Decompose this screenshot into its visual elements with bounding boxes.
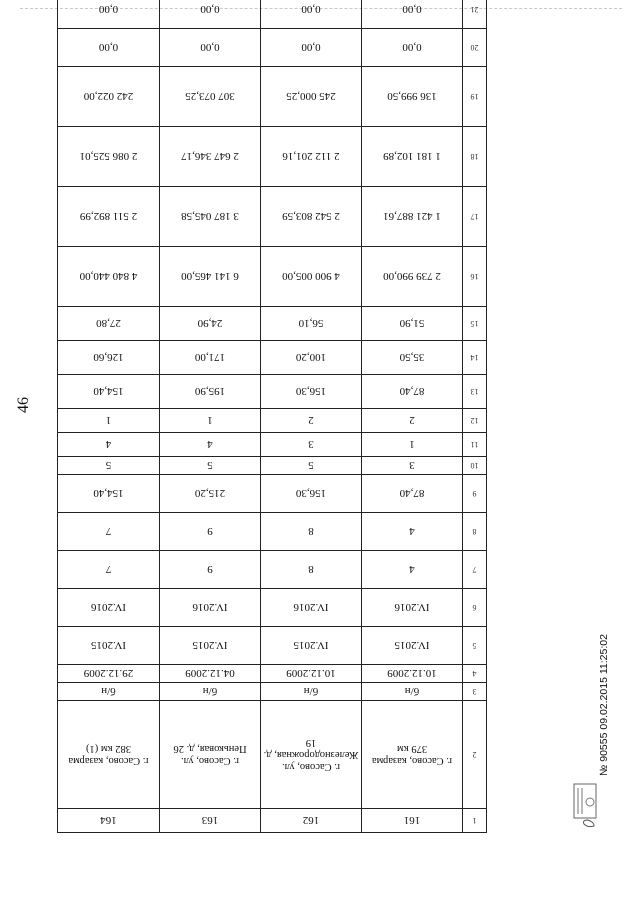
registration-number: № 90555 09.02.2015 11:25:02: [598, 634, 610, 776]
table-cell: 136 999,50: [362, 67, 463, 127]
table-cell: IV.2016: [362, 589, 463, 627]
table-cell: 24,90: [160, 307, 261, 341]
table-cell: 1 421 887,61: [362, 187, 463, 247]
table-row: [58, 683, 487, 701]
table-cell: 29.12.2009: [58, 665, 160, 683]
table-row: [58, 433, 487, 457]
table-cell: г. Сасово, казарма 379 км: [362, 701, 463, 809]
column-number: 12: [463, 409, 487, 433]
table-cell: г. Сасово, ул. Пеньковая, д. 26: [160, 701, 261, 809]
stamp-emblem: [570, 782, 600, 828]
table-cell: 0,00: [362, 29, 463, 67]
table-cell: 0,00: [362, 0, 463, 29]
column-number: 7: [463, 551, 487, 589]
table-row: [58, 409, 487, 433]
table-cell: 1: [58, 409, 160, 433]
table-cell: 156,30: [261, 475, 362, 513]
table-cell: б/н: [261, 683, 362, 701]
table-cell: 2 086 525,01: [58, 127, 160, 187]
table-cell: 0,00: [261, 29, 362, 67]
table-cell: 3: [362, 457, 463, 475]
table-cell: 195,90: [160, 375, 261, 409]
column-number: 19: [463, 67, 487, 127]
table-cell: 4: [362, 513, 463, 551]
column-number: 6: [463, 589, 487, 627]
table-row: [58, 589, 487, 627]
table-cell: 6 141 465,00: [160, 247, 261, 307]
table-row: [58, 475, 487, 513]
table-cell: 215,20: [160, 475, 261, 513]
table-row: [58, 701, 487, 809]
table-cell: 3 187 045,58: [160, 187, 261, 247]
column-number: 8: [463, 513, 487, 551]
table-cell: г. Сасово, ул. Железнодорожная, д. 19: [261, 701, 362, 809]
data-table: [57, 0, 487, 833]
table-cell: 0,00: [58, 29, 160, 67]
table-cell: 162: [261, 809, 362, 833]
table-cell: 154,40: [58, 375, 160, 409]
table-cell: 10.12.2009: [261, 665, 362, 683]
table-cell: б/н: [362, 683, 463, 701]
table-row: [58, 307, 487, 341]
table-cell: г. Сасово, казарма 382 км (1): [58, 701, 160, 809]
column-number: 16: [463, 247, 487, 307]
table-cell: 2 542 803,59: [261, 187, 362, 247]
table-cell: IV.2016: [160, 589, 261, 627]
column-number: 13: [463, 375, 487, 409]
table-cell: 154,40: [58, 475, 160, 513]
column-number: 14: [463, 341, 487, 375]
table-row: [58, 29, 487, 67]
table-cell: 5: [58, 457, 160, 475]
column-number: 11: [463, 433, 487, 457]
table-cell: 2 511 892,99: [58, 187, 160, 247]
table-row: [58, 375, 487, 409]
table-cell: 1 181 102,89: [362, 127, 463, 187]
table-cell: 126,60: [58, 341, 160, 375]
column-number: 21: [463, 0, 487, 29]
table-cell: 5: [261, 457, 362, 475]
table-cell: б/н: [160, 683, 261, 701]
table-cell: 0,00: [58, 0, 160, 29]
column-number: 3: [463, 683, 487, 701]
table-cell: 10.12.2009: [362, 665, 463, 683]
table-cell: 1: [160, 409, 261, 433]
column-number: 2: [463, 701, 487, 809]
table-cell: 2 647 346,17: [160, 127, 261, 187]
column-number: 4: [463, 665, 487, 683]
table-cell: 4: [362, 551, 463, 589]
table-cell: 87,40: [362, 475, 463, 513]
table-row: [58, 67, 487, 127]
table-cell: 56,10: [261, 307, 362, 341]
table-cell: 4: [58, 433, 160, 457]
table-cell: 4 840 440,00: [58, 247, 160, 307]
table-row: [58, 0, 487, 29]
table-cell: б/н: [58, 683, 160, 701]
data-table-container: [58, 3, 487, 833]
table-cell: 156,30: [261, 375, 362, 409]
table-row: [58, 627, 487, 665]
column-number: 20: [463, 29, 487, 67]
table-cell: 161: [362, 809, 463, 833]
table-cell: 7: [58, 551, 160, 589]
table-cell: 0,00: [160, 0, 261, 29]
table-cell: 0,00: [160, 29, 261, 67]
table-cell: 8: [261, 551, 362, 589]
table-row: [58, 187, 487, 247]
table-cell: IV.2015: [58, 627, 160, 665]
table-cell: 242 022,00: [58, 67, 160, 127]
table-cell: 7: [58, 513, 160, 551]
table-cell: 100,20: [261, 341, 362, 375]
column-number: 5: [463, 627, 487, 665]
table-cell: 164: [58, 809, 160, 833]
table-cell: 9: [160, 551, 261, 589]
table-cell: 2: [261, 409, 362, 433]
table-row: [58, 665, 487, 683]
table-cell: 51,90: [362, 307, 463, 341]
table-cell: 163: [160, 809, 261, 833]
table-cell: 2: [362, 409, 463, 433]
table-cell: 27,80: [58, 307, 160, 341]
table-cell: 2 112 201,16: [261, 127, 362, 187]
table-cell: IV.2016: [58, 589, 160, 627]
table-row: [58, 127, 487, 187]
table-cell: 9: [160, 513, 261, 551]
table-cell: 1: [362, 433, 463, 457]
table-cell: 2 739 990,00: [362, 247, 463, 307]
table-cell: 8: [261, 513, 362, 551]
table-cell: IV.2015: [160, 627, 261, 665]
table-cell: 4: [160, 433, 261, 457]
table-cell: 87,40: [362, 375, 463, 409]
table-cell: 04.12.2009: [160, 665, 261, 683]
table-cell: 0,00: [261, 0, 362, 29]
column-number: 15: [463, 307, 487, 341]
table-cell: 35,50: [362, 341, 463, 375]
table-cell: 307 073,25: [160, 67, 261, 127]
table-row: [58, 457, 487, 475]
table-cell: 4 900 005,00: [261, 247, 362, 307]
column-number: 18: [463, 127, 487, 187]
table-row: [58, 809, 487, 833]
table-row: [58, 247, 487, 307]
table-cell: 3: [261, 433, 362, 457]
table-cell: 171,00: [160, 341, 261, 375]
table-cell: IV.2015: [362, 627, 463, 665]
table-cell: 245 000,25: [261, 67, 362, 127]
column-number: 17: [463, 187, 487, 247]
table-row: [58, 551, 487, 589]
table-cell: IV.2016: [261, 589, 362, 627]
table-row: [58, 513, 487, 551]
column-number: 10: [463, 457, 487, 475]
page-number: 46: [15, 397, 32, 413]
column-number: 1: [463, 809, 487, 833]
table-row: [58, 341, 487, 375]
table-cell: IV.2015: [261, 627, 362, 665]
table-cell: 5: [160, 457, 261, 475]
column-number: 9: [463, 475, 487, 513]
